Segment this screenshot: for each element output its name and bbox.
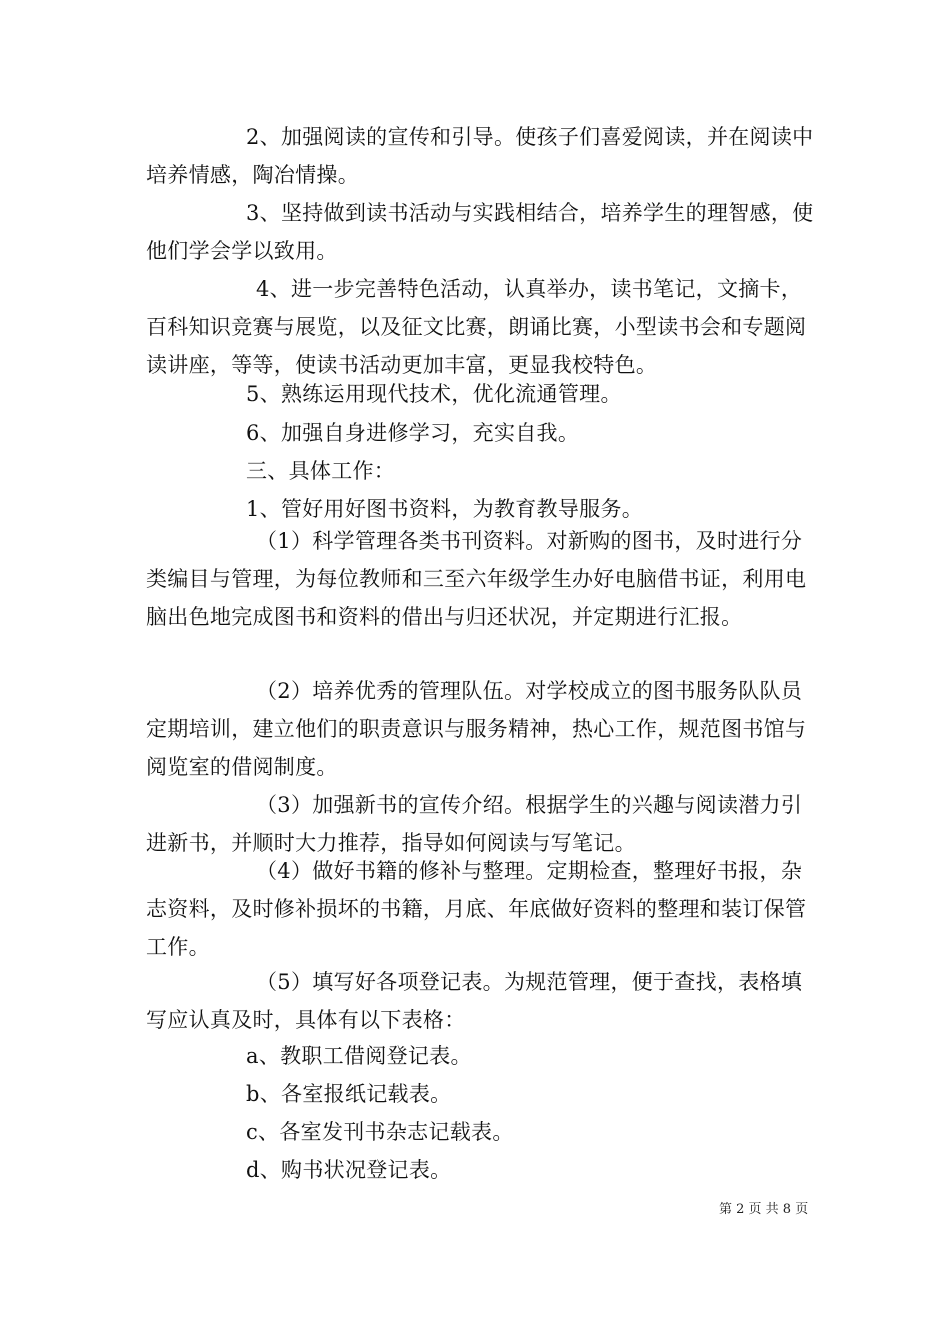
sub-item-2-management-team: （2）培养优秀的管理队伍。对学校成立的图书服务队队员定期培训，建立他们的职责意识与服务精神，热心工作，规范图书馆与阅览室的借阅制度。 [146, 679, 807, 779]
form-item-a: a、教职工借阅登记表。 [246, 1044, 472, 1068]
item-1-manage-books: 1、管好用好图书资料，为教育教导服务。 [246, 497, 644, 521]
sub-item-5-registration-forms: （5）填写好各项登记表。为规范管理，便于查找，表格填写应认真及时，具体有以下表格： [146, 970, 803, 1032]
form-item-c: c、各室发刊书杂志记载表。 [246, 1120, 514, 1144]
form-item-b: b、各室报纸记载表。 [246, 1082, 452, 1106]
section-heading-specific-work: 三、具体工作： [246, 459, 396, 483]
sub-item-1-scientific-management: （1）科学管理各类书刊资料。对新购的图书，及时进行分类编目与管理，为每位教师和三至六年级学生办好电脑借书证，利用电脑出色地完成图书和资料的借出与归还状况，并定期进行汇报。 [146, 529, 807, 629]
sub-item-4-repair-books: （4）做好书籍的修补与整理。定期检查，整理好书报，杂志资料，及时修补损坏的书籍，月底、年底做好资料的整理和装订保管工作。 [146, 859, 807, 959]
page-number-footer: 第 2 页 共 8 页 [719, 1202, 809, 1217]
paragraph-3-reading-practice: 3、坚持做到读书活动与实践相结合，培养学生的理智感，使他们学会学以致用。 [146, 201, 814, 263]
paragraph-2-reading-promotion: 2、加强阅读的宣传和引导。使孩子们喜爱阅读，并在阅读中培养情感，陶冶情操。 [146, 125, 814, 187]
sub-item-3-new-books: （3）加强新书的宣传介绍。根据学生的兴趣与阅读潜力引进新书，并顺时大力推荐，指导如何阅读与写笔记。 [146, 793, 803, 855]
paragraph-6-self-study: 6、加强自身进修学习，充实自我。 [246, 421, 580, 445]
paragraph-5-modern-technology: 5、熟练运用现代技术，优化流通管理。 [246, 382, 622, 406]
form-item-d: d、购书状况登记表。 [246, 1158, 452, 1182]
paragraph-4-feature-activities: 4、进一步完善特色活动，认真举办，读书笔记，文摘卡，百科知识竞赛与展览，以及征文比赛，朗诵比赛，小型读书会和专题阅读讲座，等等，使读书活动更加丰富，更显我校特色。 [146, 277, 807, 377]
